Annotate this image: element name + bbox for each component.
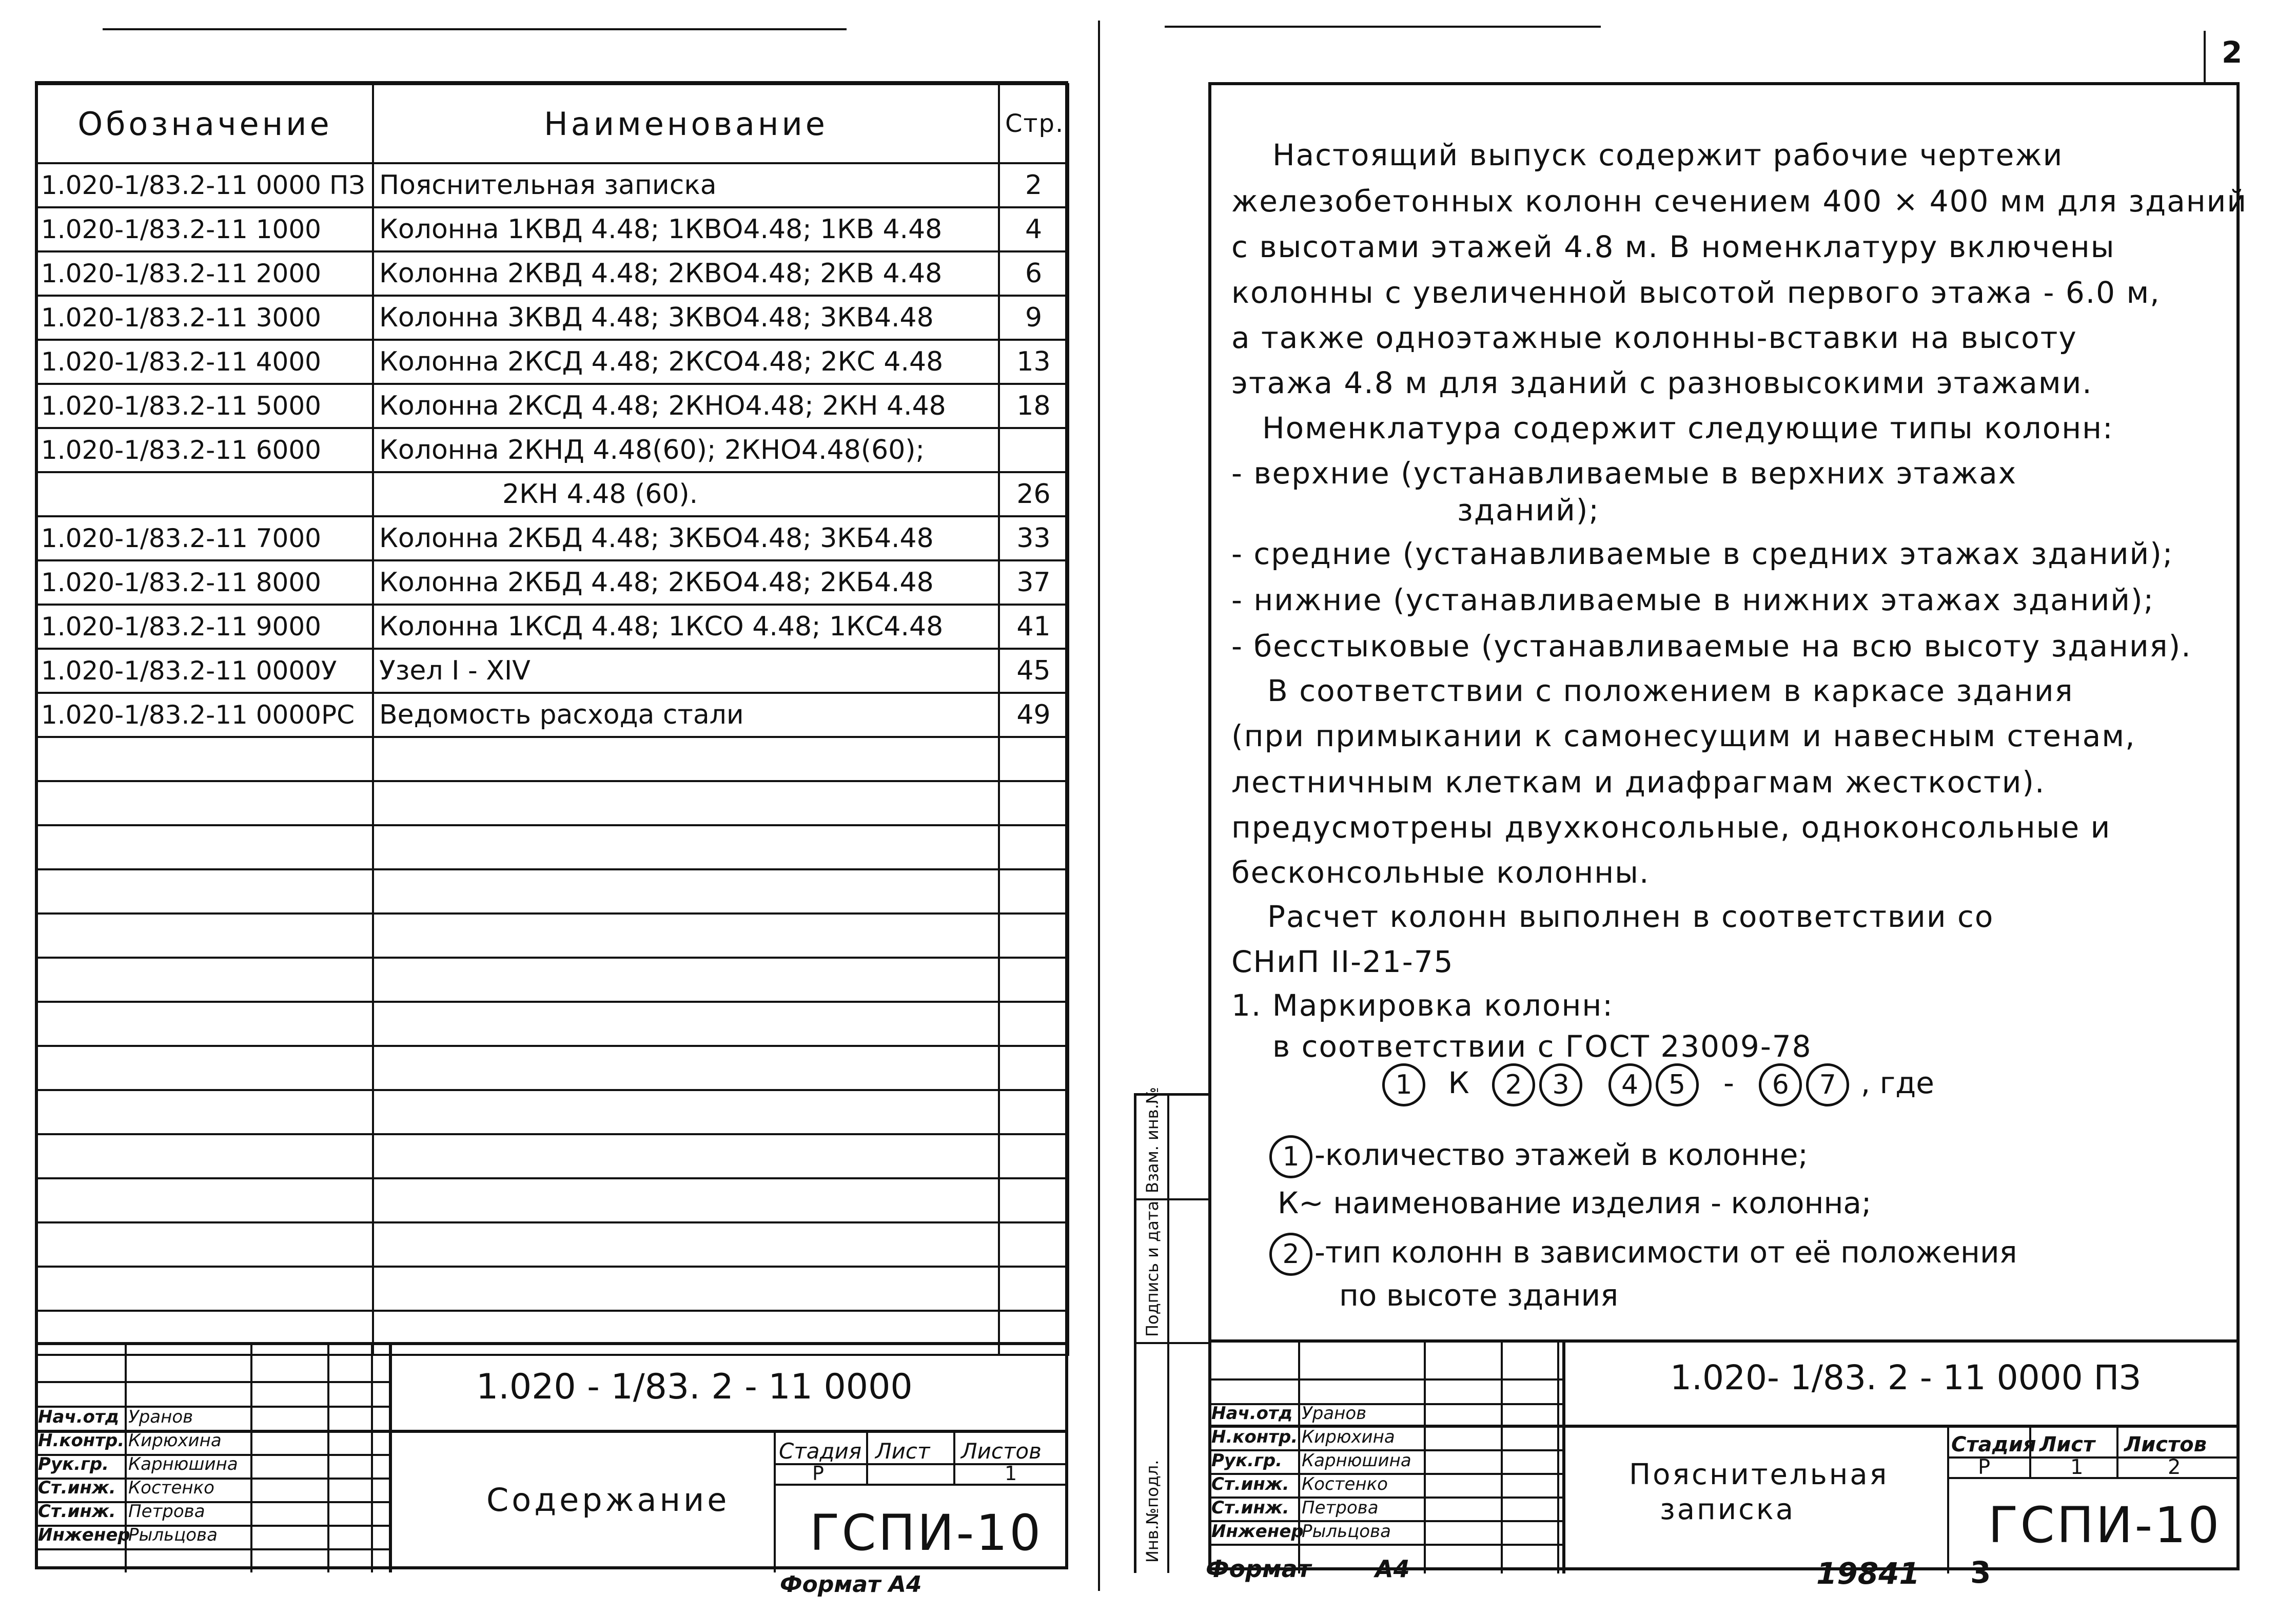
cell-code: 1.020-1/83.2-11 6000 bbox=[37, 428, 373, 472]
table-row bbox=[37, 693, 1068, 737]
stamp-name: Карнюшина bbox=[128, 1454, 238, 1474]
text-line: СНиП II-21-75 bbox=[1231, 944, 1454, 979]
cell-page: 45 bbox=[999, 649, 1068, 693]
cell-name: 2КН 4.48 (60). bbox=[373, 472, 999, 516]
right-format-label: Формат bbox=[1206, 1555, 1311, 1583]
empty-cell bbox=[37, 781, 373, 825]
legend-3 bbox=[1267, 1233, 2017, 1276]
empty-cell bbox=[373, 1178, 999, 1222]
empty-cell bbox=[37, 737, 373, 781]
text-line: с высотами этажей 4.8 м. В номенклатуру включены bbox=[1231, 229, 2115, 264]
table-row bbox=[37, 472, 1068, 516]
text-line: - средние (устанавливаемые в средних этажах зданий); bbox=[1231, 536, 2174, 571]
right-doc-code: 1.020- 1/83. 2 - 11 0000 ПЗ bbox=[1670, 1358, 2141, 1397]
empty-cell bbox=[373, 825, 999, 869]
cell-page: 13 bbox=[999, 340, 1068, 384]
empty-cell bbox=[373, 869, 999, 914]
text-line: а также одноэтажные колонны-вставки на высоту bbox=[1231, 320, 2077, 355]
empty-cell bbox=[999, 1046, 1068, 1090]
empty-row bbox=[37, 1090, 1068, 1134]
cell-page: 26 bbox=[999, 472, 1068, 516]
cell-code: 1.020-1/83.2-11 3000 bbox=[37, 296, 373, 340]
cell-code: 1.020-1/83.2-11 4000 bbox=[37, 340, 373, 384]
cell-name: Колонна 2КСД 4.48; 2КНО4.48; 2КН 4.48 bbox=[373, 384, 999, 428]
empty-cell bbox=[373, 1046, 999, 1090]
right-stage-label: Стадия bbox=[1951, 1433, 2036, 1456]
text-line: - верхние (устанавливаемые в верхних этажах bbox=[1231, 456, 2017, 491]
text-line: В соответствии с положением в каркасе здания bbox=[1267, 673, 2074, 708]
legend-circle-1: 1 bbox=[1269, 1135, 1312, 1178]
cell-code: 1.020-1/83.2-11 0000 ПЗ bbox=[37, 163, 373, 207]
text-line: железобетонных колонн сечением 400 × 400 мм для зданий bbox=[1231, 184, 2248, 219]
text-line: этажа 4.8 м для зданий с разновысокими этажами. bbox=[1231, 365, 2093, 400]
text-line: в соответствии с ГОСТ 23009-78 bbox=[1272, 1029, 1812, 1064]
empty-cell bbox=[37, 1178, 373, 1222]
right-sheet-label: Лист bbox=[2039, 1433, 2095, 1456]
stamp-role: Н.контр. bbox=[38, 1430, 125, 1451]
empty-cell bbox=[373, 737, 999, 781]
stamp-name: Костенко bbox=[1302, 1474, 1388, 1494]
cell-code: 1.020-1/83.2-11 0000У bbox=[37, 649, 373, 693]
left-sheets-label: Листов bbox=[961, 1439, 1042, 1464]
marking-circle-2: 2 bbox=[1492, 1063, 1535, 1106]
cell-name: Узел I - XIV bbox=[373, 649, 999, 693]
cell-code bbox=[37, 472, 373, 516]
table-row bbox=[37, 428, 1068, 472]
empty-cell bbox=[999, 1134, 1068, 1178]
empty-row bbox=[37, 958, 1068, 1002]
empty-cell bbox=[373, 1222, 999, 1267]
stamp-role: Н.контр. bbox=[1211, 1427, 1298, 1447]
header-name: Наименование bbox=[373, 84, 999, 163]
marking-dash: - bbox=[1723, 1065, 1734, 1101]
stamp-name: Петрова bbox=[128, 1501, 205, 1522]
empty-cell bbox=[999, 781, 1068, 825]
cell-page: 49 bbox=[999, 693, 1068, 737]
text-line: предусмотрены двухконсольные, одноконсольные и bbox=[1231, 810, 2111, 845]
stamp-name: Карнюшина bbox=[1302, 1450, 1411, 1471]
top-rule-left bbox=[103, 28, 847, 30]
cell-page: 6 bbox=[999, 251, 1068, 296]
stamp-role: Инженер bbox=[38, 1525, 130, 1545]
right-org: ГСПИ-10 bbox=[1988, 1497, 2222, 1554]
empty-cell bbox=[37, 869, 373, 914]
stamp-role: Ст.инж. bbox=[38, 1501, 116, 1522]
left-stamp bbox=[35, 1342, 1068, 1572]
cell-page: 33 bbox=[999, 516, 1068, 560]
side-label-signature: Подпись и дата bbox=[1143, 1200, 1162, 1337]
table-row bbox=[37, 516, 1068, 560]
empty-cell bbox=[999, 737, 1068, 781]
side-label-inv: Инв.№подл. bbox=[1143, 1460, 1162, 1563]
text-line: бесконсольные колонны. bbox=[1231, 855, 1650, 890]
empty-cell bbox=[37, 1002, 373, 1046]
table-row bbox=[37, 340, 1068, 384]
empty-row bbox=[37, 1046, 1068, 1090]
table-row bbox=[37, 384, 1068, 428]
cell-name: Ведомость расхода стали bbox=[373, 693, 999, 737]
left-org: ГСПИ-10 bbox=[810, 1504, 1043, 1562]
stamp-name: Уранов bbox=[128, 1407, 193, 1427]
marking-circle-6: 6 bbox=[1759, 1063, 1802, 1106]
left-doc-code: 1.020 - 1/83. 2 - 11 0000 bbox=[476, 1367, 913, 1407]
empty-cell bbox=[373, 914, 999, 958]
empty-cell bbox=[373, 1267, 999, 1311]
empty-cell bbox=[37, 1222, 373, 1267]
cell-code: 1.020-1/83.2-11 9000 bbox=[37, 605, 373, 649]
stamp-name: Рыльцова bbox=[1302, 1521, 1391, 1542]
marking-circle-3: 3 bbox=[1539, 1063, 1582, 1106]
left-title: Содержание bbox=[486, 1481, 730, 1519]
marking-circle-1: 1 bbox=[1382, 1063, 1425, 1106]
empty-cell bbox=[373, 1134, 999, 1178]
empty-cell bbox=[37, 914, 373, 958]
text-line: (при примыкании к самонесущим и навесным стенам, bbox=[1231, 718, 2136, 753]
empty-cell bbox=[373, 958, 999, 1002]
empty-row bbox=[37, 1002, 1068, 1046]
top-rule-right bbox=[1165, 26, 1601, 28]
cell-page: 4 bbox=[999, 207, 1068, 251]
empty-row bbox=[37, 825, 1068, 869]
left-format: Формат А4 bbox=[780, 1571, 922, 1598]
empty-row bbox=[37, 869, 1068, 914]
empty-cell bbox=[999, 869, 1068, 914]
stamp-role: Рук.гр. bbox=[38, 1454, 109, 1474]
right-format-value: А4 bbox=[1375, 1555, 1410, 1583]
legend-text-1: -количество этажей в колонне; bbox=[1314, 1137, 1808, 1173]
table-row bbox=[37, 296, 1068, 340]
empty-cell bbox=[999, 1002, 1068, 1046]
stamp-name: Рыльцова bbox=[128, 1525, 218, 1545]
marking-tail: , где bbox=[1860, 1065, 1934, 1101]
text-line: лестничным клеткам и диафрагмам жесткости). bbox=[1231, 765, 2046, 800]
stamp-name: Кирюхина bbox=[128, 1430, 222, 1451]
header-page: Стр. bbox=[999, 84, 1068, 163]
stamp-role: Ст.инж. bbox=[1211, 1498, 1289, 1518]
cell-code: 1.020-1/83.2-11 8000 bbox=[37, 560, 373, 605]
text-line: 1. Маркировка колонн: bbox=[1231, 988, 1614, 1023]
empty-cell bbox=[37, 1046, 373, 1090]
table-row bbox=[37, 163, 1068, 207]
empty-cell bbox=[373, 1090, 999, 1134]
cell-name: Колонна 2КВД 4.48; 2КВО4.48; 2КВ 4.48 bbox=[373, 251, 999, 296]
table-row bbox=[37, 605, 1068, 649]
text-line: Расчет колонн выполнен в соответствии со bbox=[1267, 899, 1994, 934]
right-side-strip bbox=[1134, 1086, 1211, 1573]
cell-code: 1.020-1/83.2-11 0000РС bbox=[37, 693, 373, 737]
empty-row bbox=[37, 1222, 1068, 1267]
cell-name: Колонна 1КВД 4.48; 1КВО4.48; 1КВ 4.48 bbox=[373, 207, 999, 251]
stamp-role: Инженер bbox=[1211, 1521, 1304, 1542]
cell-name: Колонна 2КСД 4.48; 2КСО4.48; 2КС 4.48 bbox=[373, 340, 999, 384]
empty-cell bbox=[999, 1222, 1068, 1267]
cell-code: 1.020-1/83.2-11 2000 bbox=[37, 251, 373, 296]
right-sheet: 1 bbox=[2070, 1455, 2084, 1479]
sheet-number-divider bbox=[2204, 31, 2206, 82]
contents-table bbox=[36, 83, 1069, 1356]
text-line: - нижние (устанавливаемые в нижних этажах зданий); bbox=[1231, 582, 2155, 617]
empty-row bbox=[37, 1267, 1068, 1311]
right-title-line2: записка bbox=[1660, 1493, 1796, 1526]
cell-name: Колонна 1КСД 4.48; 1КСО 4.48; 1КС4.48 bbox=[373, 605, 999, 649]
left-stage-label: Стадия bbox=[779, 1439, 862, 1464]
right-sheets: 2 bbox=[2168, 1455, 2181, 1479]
cell-name: Колонна 2КБД 4.48; 3КБО4.48; 3КБ4.48 bbox=[373, 516, 999, 560]
marking-circle-4: 4 bbox=[1608, 1063, 1652, 1106]
left-stage: Р bbox=[812, 1462, 824, 1485]
legend-text-3: -тип колонн в зависимости от её положения bbox=[1314, 1235, 2017, 1270]
center-fold-line bbox=[1098, 21, 1100, 1591]
stamp-role: Нач.отд bbox=[38, 1407, 120, 1427]
empty-row bbox=[37, 914, 1068, 958]
empty-cell bbox=[373, 1002, 999, 1046]
cell-page: 2 bbox=[999, 163, 1068, 207]
cell-code: 1.020-1/83.2-11 7000 bbox=[37, 516, 373, 560]
legend-circle-2: 2 bbox=[1269, 1233, 1312, 1276]
stamp-name: Уранов bbox=[1302, 1403, 1367, 1424]
cell-name: Колонна 2КБД 4.48; 2КБО4.48; 2КБ4.48 bbox=[373, 560, 999, 605]
marking-formula bbox=[1380, 1063, 1934, 1106]
cell-page: 37 bbox=[999, 560, 1068, 605]
left-sheets: 1 bbox=[1005, 1462, 1017, 1485]
cell-name: Колонна 2КНД 4.48(60); 2КНО4.48(60); bbox=[373, 428, 999, 472]
right-sheets-label: Листов bbox=[2124, 1433, 2207, 1456]
stamp-name: Костенко bbox=[128, 1478, 214, 1498]
table-row bbox=[37, 649, 1068, 693]
empty-cell bbox=[999, 825, 1068, 869]
empty-row bbox=[37, 1178, 1068, 1222]
cell-code: 1.020-1/83.2-11 1000 bbox=[37, 207, 373, 251]
empty-cell bbox=[37, 958, 373, 1002]
marking-circle-7: 7 bbox=[1806, 1063, 1849, 1106]
legend-4 bbox=[1339, 1278, 1618, 1313]
table-row bbox=[37, 207, 1068, 251]
stamp-role: Рук.гр. bbox=[1211, 1450, 1283, 1471]
side-label-replace: Взам. инв.№ bbox=[1143, 1086, 1162, 1193]
right-title-line1: Пояснительная bbox=[1629, 1458, 1889, 1491]
cell-page: 18 bbox=[999, 384, 1068, 428]
empty-cell bbox=[37, 1134, 373, 1178]
empty-cell bbox=[999, 1267, 1068, 1311]
right-stamp bbox=[1208, 1339, 2240, 1573]
empty-cell bbox=[999, 958, 1068, 1002]
cell-name: Колонна 3КВД 4.48; 3КВО4.48; 3КВ4.48 bbox=[373, 296, 999, 340]
legend-text-4: по высоте здания bbox=[1339, 1278, 1619, 1313]
cell-name: Пояснительная записка bbox=[373, 163, 999, 207]
text-line: - бесстыковые (устанавливаемые на всю высоту здания). bbox=[1231, 629, 2192, 664]
legend-2 bbox=[1278, 1186, 1871, 1220]
empty-row bbox=[37, 737, 1068, 781]
text-line: колонны с увеличенной высотой первого этажа - 6.0 м, bbox=[1231, 275, 2161, 310]
empty-cell bbox=[373, 781, 999, 825]
cell-code: 1.020-1/83.2-11 5000 bbox=[37, 384, 373, 428]
left-sheet-label: Лист bbox=[875, 1439, 930, 1464]
marking-circle-5: 5 bbox=[1656, 1063, 1699, 1106]
empty-cell bbox=[999, 1090, 1068, 1134]
empty-cell bbox=[999, 914, 1068, 958]
empty-cell bbox=[37, 825, 373, 869]
table-row bbox=[37, 251, 1068, 296]
stamp-role: Ст.инж. bbox=[38, 1478, 116, 1498]
text-line: зданий); bbox=[1457, 493, 1600, 528]
stamp-role: Ст.инж. bbox=[1211, 1474, 1289, 1494]
empty-row bbox=[37, 1134, 1068, 1178]
stamp-name: Петрова bbox=[1302, 1498, 1379, 1518]
cell-page bbox=[999, 428, 1068, 472]
header-code: Обозначение bbox=[37, 84, 373, 163]
legend-text-2: К~ наименование изделия - колонна; bbox=[1278, 1186, 1872, 1220]
legend-1 bbox=[1267, 1135, 1808, 1178]
text-line: Настоящий выпуск содержит рабочие чертежи bbox=[1272, 138, 2064, 172]
empty-cell bbox=[37, 1267, 373, 1311]
inventory-number: 19841 bbox=[1816, 1556, 1920, 1591]
text-line: Номенклатура содержит следующие типы колонн: bbox=[1262, 411, 2114, 445]
stamp-name: Кирюхина bbox=[1302, 1427, 1395, 1447]
cell-page: 9 bbox=[999, 296, 1068, 340]
table-row bbox=[37, 560, 1068, 605]
right-stage: Р bbox=[1978, 1455, 1991, 1479]
cell-page: 41 bbox=[999, 605, 1068, 649]
marking-k: К bbox=[1448, 1065, 1469, 1101]
stamp-role: Нач.отд bbox=[1211, 1403, 1293, 1424]
page-number: 3 bbox=[1970, 1555, 1991, 1590]
empty-cell bbox=[37, 1090, 373, 1134]
sheet-number: 2 bbox=[2222, 35, 2243, 70]
empty-row bbox=[37, 781, 1068, 825]
empty-cell bbox=[999, 1178, 1068, 1222]
